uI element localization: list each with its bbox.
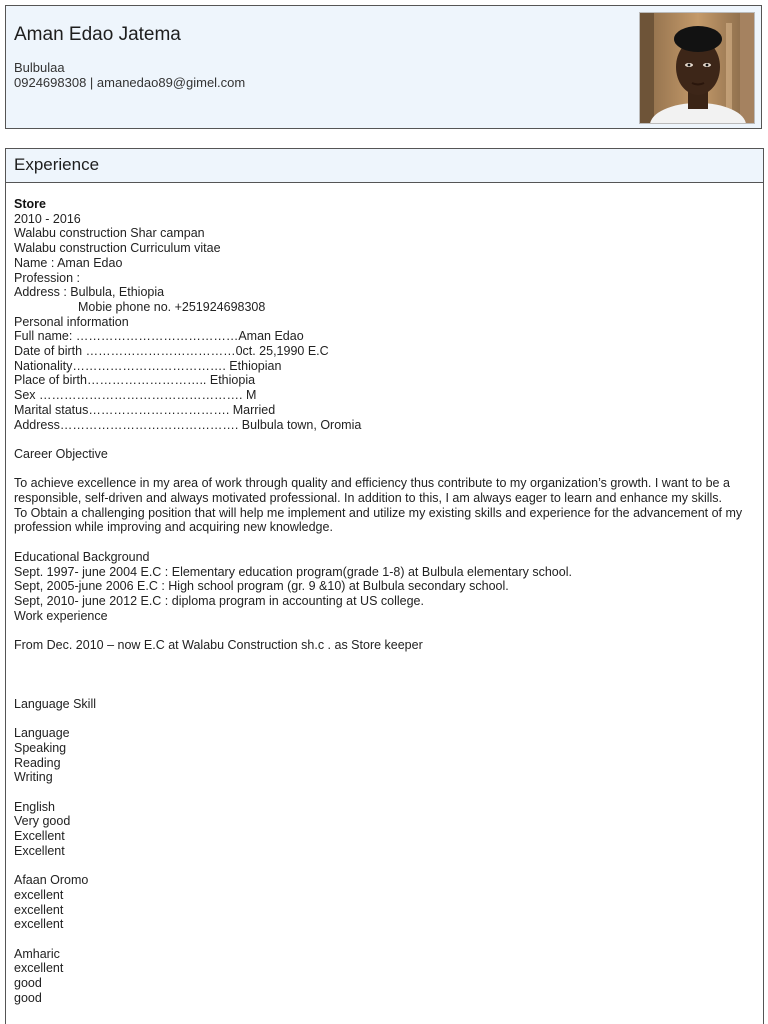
language-heading: Language Skill	[14, 696, 97, 711]
education-item: Sept, 2010- june 2012 E.C : diploma program in accounting at US college.	[14, 593, 424, 608]
career-heading: Career Objective	[14, 446, 108, 461]
work-item: From Dec. 2010 – now E.C at Walabu Construction sh.c . as Store keeper	[14, 638, 423, 653]
contact-text: 0924698308 | amanedao89@gimel.com	[14, 75, 246, 90]
education-item: Sept, 2005-june 2006 E.C : High school program (gr. 9 &10) at Bulbula secondary school.	[14, 579, 509, 594]
sex-line: Sex …………………………………………. M	[14, 388, 257, 403]
education-item: Sept. 1997- june 2004 E.C : Elementary education program(grade 1-8) at Bulbula elementary school.	[14, 564, 572, 579]
experience-body	[6, 183, 763, 1006]
career-paragraph-1: To achieve excellence in my area of work through quality and efficiency thus contribute to my organization’s growth. I want to be a responsible, self-driven and always motivated professional. In addition to this, I am always eager to learn and enhance my skills.	[14, 476, 730, 506]
phone-line: Mobie phone no. +251924698308	[78, 299, 266, 314]
job-company: Walabu construction Shar campan	[14, 226, 205, 241]
full-name-line: Full name: …………………………………Aman Edao	[14, 329, 304, 344]
lang-col-language: Language	[14, 726, 70, 741]
dob-line: Date of birth ………………………………0ct. 25,1990 E.C	[14, 344, 329, 359]
lang-amharic-reading: good	[14, 976, 42, 991]
experience-section	[5, 148, 764, 1024]
experience-header	[6, 149, 763, 183]
profile-header	[5, 5, 762, 129]
lang-english-speaking: Very good	[14, 814, 71, 829]
marital-line: Marital status……………………………. Married	[14, 402, 276, 417]
address-line: Address : Bulbula, Ethiopia	[14, 285, 165, 300]
work-heading: Work experience	[14, 608, 108, 623]
lang-col-writing: Writing	[14, 770, 53, 785]
lang-english-writing: Excellent	[14, 843, 65, 858]
career-paragraph-2: To Obtain a challenging position that will help me implement and utilize my existing skills and experience for the advancement of my profession while improving and acquiring new knowledge.	[14, 505, 743, 535]
profile-photo	[639, 12, 755, 124]
profession-line: Profession :	[14, 270, 81, 285]
nationality-line: Nationality………………………………. Ethiopian	[14, 358, 282, 373]
personal-info-heading: Personal information	[14, 314, 129, 329]
lang-oromo-reading: excellent	[14, 902, 64, 917]
address-detail-line: Address……………………………………. Bulbula town, Oromia	[14, 417, 362, 432]
lang-amharic-name: Amharic	[14, 946, 60, 961]
lang-oromo-speaking: excellent	[14, 887, 64, 902]
lang-english-name: English	[14, 799, 55, 814]
location-text: Bulbulaa	[14, 60, 65, 75]
lang-oromo-name: Afaan Oromo	[14, 873, 89, 888]
job-period: 2010 - 2016	[14, 211, 81, 226]
lang-amharic-speaking: excellent	[14, 961, 64, 976]
candidate-name: Aman Edao Jatema	[14, 24, 181, 45]
pob-line: Place of birth……………………….. Ethiopia	[14, 373, 256, 388]
person-portrait-icon	[640, 13, 755, 124]
name-line: Name : Aman Edao	[14, 255, 123, 270]
cv-title: Walabu construction Curriculum vitae	[14, 241, 221, 256]
job-title: Store	[14, 197, 46, 211]
lang-col-reading: Reading	[14, 755, 61, 770]
lang-amharic-writing: good	[14, 990, 42, 1005]
lang-col-speaking: Speaking	[14, 740, 67, 755]
section-title: Experience	[14, 155, 100, 174]
education-heading: Educational Background	[14, 549, 150, 564]
lang-oromo-writing: excellent	[14, 917, 64, 932]
lang-english-reading: Excellent	[14, 829, 65, 844]
